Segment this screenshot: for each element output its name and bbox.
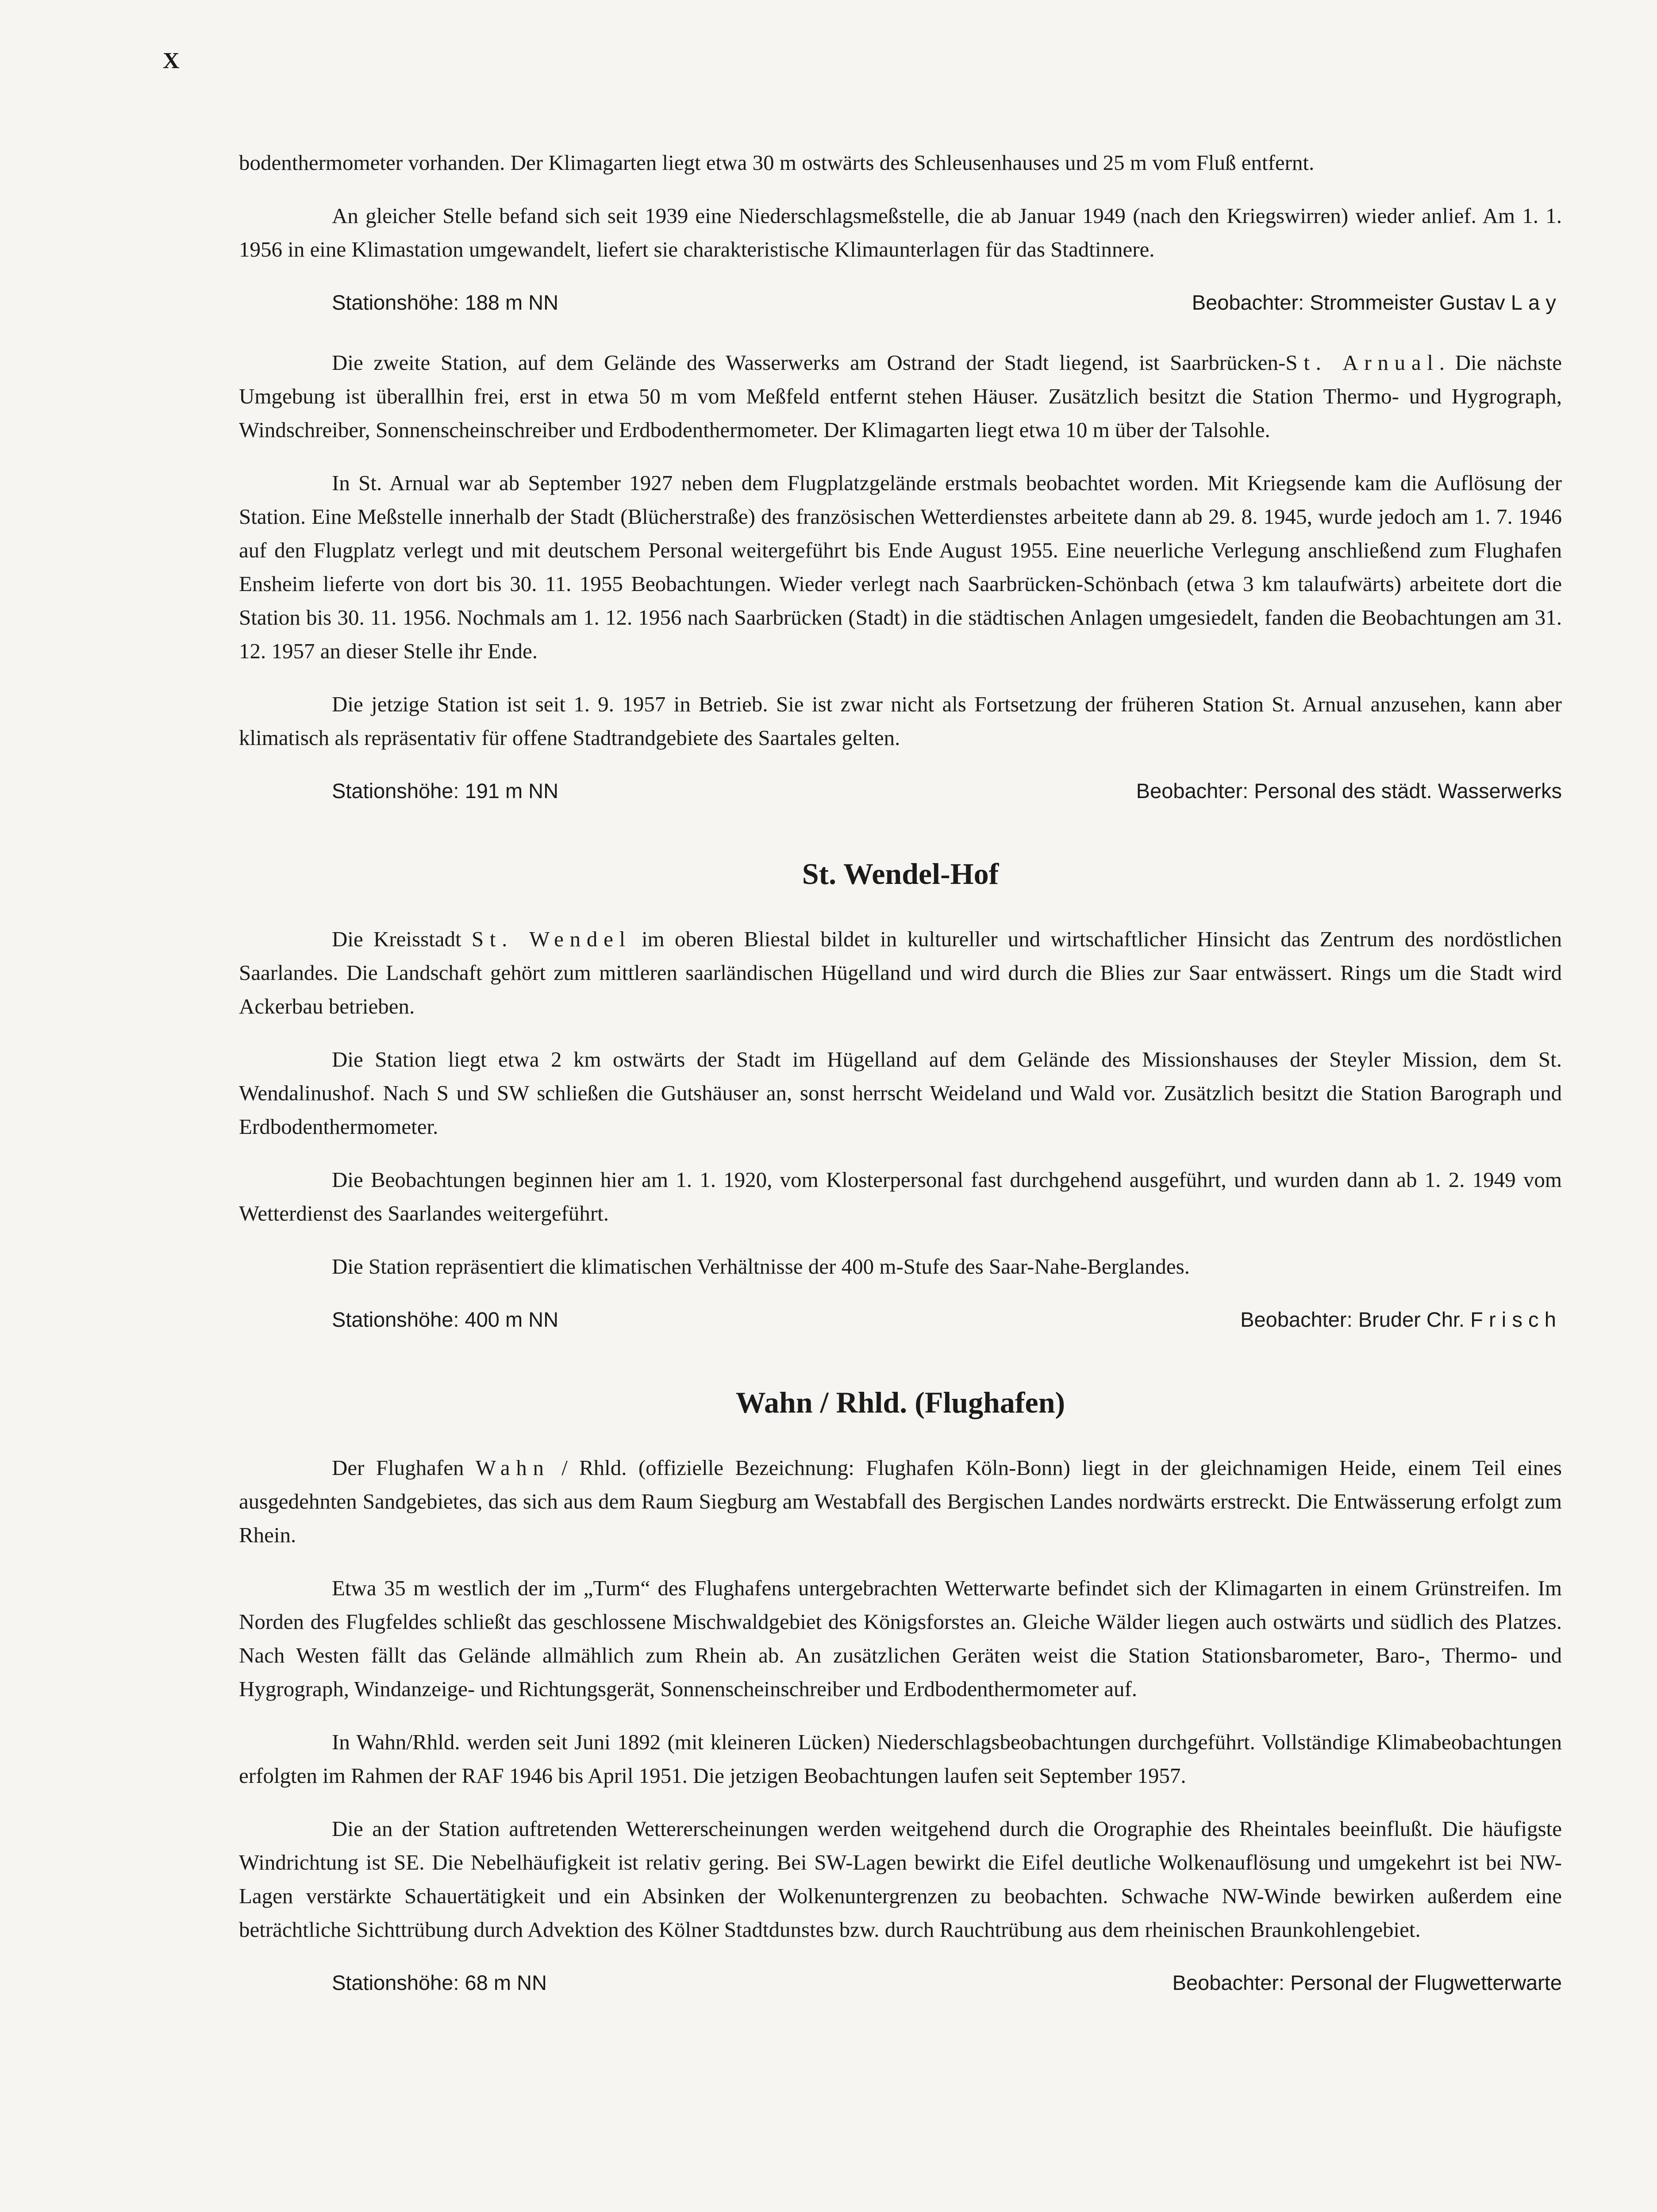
- station-height: Stationshöhe: 400 m NN: [332, 1308, 559, 1331]
- observer-name: Frisch: [1470, 1308, 1562, 1331]
- text-run: / Rhld. (offizielle Bezeichnung: Flughafen Köln-Bonn) liegt in der gleichnamigen Heide, einem Teil eines ausgedehnten Sandgebietes, das sich aus dem Raum Siegburg am Westabfall des Bergischen Landes nordwärts erstreckt. Die Entwässerung erfolgt zum Rhein.: [239, 1455, 1562, 1547]
- observer-label: Beobachter: Strommeister Gustav: [1192, 291, 1511, 314]
- paragraph: Die Beobachtungen beginnen hier am 1. 1. 1920, vom Klosterpersonal fast durchgehend ausgeführt, und wurden dann ab 1. 2. 1949 vom Wetterdienst des Saarlandes weitergeführt.: [239, 1167, 1562, 1225]
- observer: Beobachter: Personal der Flugwetterwarte: [1172, 1971, 1562, 1994]
- text-run: im oberen Bliestal bildet in kultureller und wirtschaftlicher Hinsicht das Zentrum des nordöstlichen Saarlandes. Die Landschaft gehört zum mittleren saarländischen Hügelland und wird durch die Blies zur Saar entwässert. Rings um die Stadt wird Ackerbau betrieben.: [239, 927, 1562, 1018]
- paragraph: In St. Arnual war ab September 1927 neben dem Flugplatzgelände erstmals beobachtet worden. Mit Kriegsende kam die Auflösung der Station. Eine Meßstelle innerhalb der Stadt (Blücherstraße) des französischen Wetterdienstes arbeitete dann ab 29. 8. 1945, wurde jedoch am 1. 7. 1946 auf den Flugplatz verlegt und mit deutschem Personal weitergeführt bis Ende August 1955. Eine neuerliche Verlegung anschließend zum Flughafen Ensheim lieferte von dort bis 30. 11. 1955 Beobachtungen. Wieder verlegt nach Saarbrücken-Schönbach (etwa 3 km talaufwärts) arbeitete dort die Station bis 30. 11. 1956. Nochmals am 1. 12. 1956 nach Saarbrücken (Stadt) in die städtischen Anlagen umgesiedelt, fanden die Beobachtungen am 31. 12. 1957 an dieser Stelle ihr Ende.: [239, 471, 1562, 663]
- station-height: Stationshöhe: 191 m NN: [332, 779, 559, 803]
- observer: Beobachter: Personal des städt. Wasserwerks: [1136, 779, 1562, 803]
- paragraph: Die an der Station auftretenden Wettererscheinungen werden weitgehend durch die Orographie des Rheintales beeinflußt. Die häufigste Windrichtung ist SE. Die Nebelhäufigkeit ist relativ gering. Bei SW-Lagen bewirkt die Eifel deutliche Wolkenauflösung und umgekehrt ist bei NW-Lagen verstärkte Schauertätigkeit und ein Absinken der Wolkenuntergrenzen zu beobachten. Schwache NW-Winde bewirken außerdem eine beträchtliche Sichttrübung durch Advektion des Kölner Stadtdunstes bzw. durch Rauchtrübung aus dem rheinischen Braunkohlengebiet.: [239, 1816, 1562, 1942]
- page-content: [239, 146, 1562, 2026]
- station-info-line: [239, 286, 1562, 319]
- page-number: X: [163, 48, 180, 73]
- observer-name: Lay: [1511, 291, 1562, 314]
- station-info-line: [239, 1966, 1562, 2000]
- paragraph: In Wahn/Rhld. werden seit Juni 1892 (mit kleineren Lücken) Niederschlagsbeobachtungen durchgeführt. Vollständige Klimabeobachtungen erfolgten im Rahmen der RAF 1946 bis April 1951. Die jetzigen Beobachtungen laufen seit September 1957.: [239, 1730, 1562, 1788]
- paragraph: Die jetzige Station ist seit 1. 9. 1957 in Betrieb. Sie ist zwar nicht als Fortsetzung der früheren Station St. Arnual anzusehen, kann aber klimatisch als repräsentativ für offene Stadtrandgebiete des Saartales gelten.: [239, 692, 1562, 750]
- section-title: Wahn / Rhld. (Flughafen): [735, 1386, 1065, 1419]
- paragraph: [239, 1451, 1562, 1552]
- observer: [1240, 1303, 1562, 1336]
- station-height: Stationshöhe: 188 m NN: [332, 291, 559, 314]
- paragraph: [239, 922, 1562, 1023]
- paragraph: Etwa 35 m westlich der im „Turm“ des Flughafens untergebrachten Wetterwarte befindet sich der Klimagarten in einem Grünstreifen. Im Norden des Flugfeldes schließt das geschlossene Mischwaldgebiet des Königsforstes an. Gleiche Wälder liegen auch ostwärts und südlich des Platzes. Nach Westen fällt das Gelände allmählich zum Rhein ab. An zusätzlichen Geräten weist die Station Stationsbarometer, Baro-, Thermo- und Hygrograph, Windanzeige- und Richtungsgerät, Sonnenscheinschreiber und Erdbodenthermometer auf.: [239, 1576, 1562, 1701]
- paragraph: Die Station liegt etwa 2 km ostwärts der Stadt im Hügelland auf dem Gelände des Missionshauses der Steyler Mission, dem St. Wendalinushof. Nach S und SW schließen die Gutshäuser an, sonst herrscht Weideland und Wald vor. Zusätzlich besitzt die Station Barograph und Erdbodenthermometer.: [239, 1047, 1562, 1139]
- station-name: St. Wendel: [471, 927, 631, 951]
- station-info-line: [239, 1303, 1562, 1336]
- paragraph: An gleicher Stelle befand sich seit 1939 eine Niederschlagsmeßstelle, die ab Januar 1949 (nach den Kriegswirren) wieder anlief. Am 1. 1. 1956 in eine Klimastation umgewandelt, liefert sie charakteristische Klimaunterlagen für das Stadtinnere.: [239, 204, 1562, 261]
- text-run: Die zweite Station, auf dem Gelände des Wasserwerks am Ostrand der Stadt liegend, ist Saarbrücken-: [332, 350, 1286, 375]
- section-title: St. Wendel-Hof: [802, 857, 999, 891]
- observer: [1192, 286, 1562, 319]
- text-run: . Die nächste Umgebung ist überallhin frei, erst in etwa 50 m vom Meßfeld entfernt stehen Häuser. Zusätzlich besitzt die Station Thermo- und Hygrograph, Windschreiber, Sonnenscheinschreiber und Erdbodenthermometer. Der Klimagarten liegt etwa 10 m über der Talsohle.: [239, 350, 1562, 442]
- observer-label: Beobachter: Bruder Chr.: [1240, 1308, 1471, 1331]
- paragraph: Die Station repräsentiert die klimatischen Verhältnisse der 400 m-Stufe des Saar-Nahe-Berglandes.: [332, 1254, 1190, 1279]
- station-info-line: [239, 774, 1562, 808]
- text-run: Die Kreisstadt: [332, 927, 472, 951]
- station-height: Stationshöhe: 68 m NN: [332, 1971, 547, 1994]
- paragraph: [239, 346, 1562, 447]
- station-name: Wahn: [475, 1455, 550, 1480]
- text-run: Der Flughafen: [332, 1455, 476, 1480]
- station-name: St. Arnual: [1285, 350, 1439, 375]
- paragraph: bodenthermometer vorhanden. Der Klimagarten liegt etwa 30 m ostwärts des Schleusenhauses und 25 m vom Fluß entfernt.: [239, 150, 1315, 175]
